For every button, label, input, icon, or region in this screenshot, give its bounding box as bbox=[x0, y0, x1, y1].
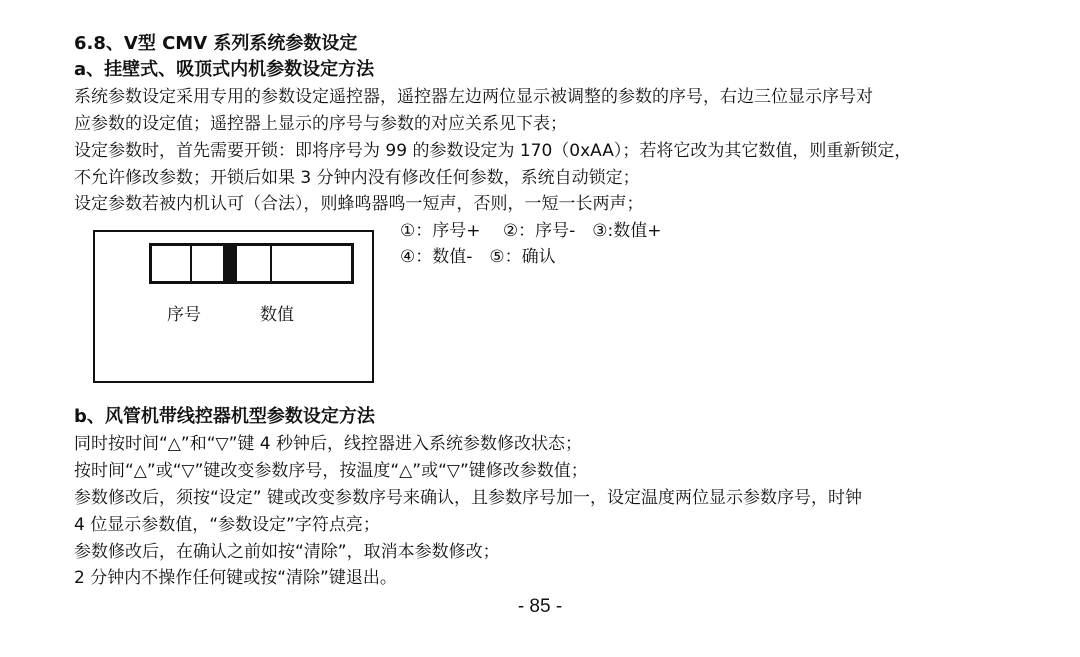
remote-display-diagram bbox=[93, 230, 374, 383]
part-a-title: a、挂壁式、吸顶式内机参数设定方法 bbox=[74, 59, 375, 80]
display-digit bbox=[272, 246, 351, 281]
index-label: 序号 bbox=[167, 305, 201, 325]
section-title: 6.8、V型 CMV 系列系统参数设定 bbox=[74, 33, 358, 54]
display-digit bbox=[192, 246, 225, 281]
part-b-line-2: 按时间“△”或“▽”键改变参数序号，按温度“△”或“▽”键修改参数值； bbox=[74, 461, 588, 481]
segment-display bbox=[149, 243, 354, 284]
part-b-line-5: 参数修改后，在确认之前如按“清除”，取消本参数修改； bbox=[74, 542, 500, 562]
display-digit bbox=[237, 246, 272, 281]
key-legend-line-2: ④：数值- ⑤：确认 bbox=[400, 247, 556, 267]
part-a-line-3: 设定参数时，首先需要开锁：即将序号为 99 的参数设定为 170（0xAA）；若将它改为其它数值，则重新锁定， bbox=[74, 141, 912, 161]
part-b-line-1: 同时按时间“△”和“▽”键 4 秒钟后，线控器进入系统参数修改状态； bbox=[74, 434, 582, 454]
part-a-line-1: 系统参数设定采用专用的参数设定遥控器，遥控器左边两位显示被调整的参数的序号，右边三位显示序号对 bbox=[74, 87, 873, 107]
display-separator bbox=[225, 246, 237, 281]
part-b-line-4: 4 位显示参数值，“参数设定”字符点亮； bbox=[74, 515, 380, 535]
part-b-line-6: 2 分钟内不操作任何键或按“清除”键退出。 bbox=[74, 568, 397, 588]
part-b-title: b、风管机带线控器机型参数设定方法 bbox=[74, 406, 375, 427]
page-number: - 85 - bbox=[517, 596, 563, 617]
display-digit bbox=[152, 246, 192, 281]
part-a-line-2: 应参数的设定值；遥控器上显示的序号与参数的对应关系见下表； bbox=[74, 114, 567, 134]
part-a-line-5: 设定参数若被内机认可（合法），则蜂鸣器鸣一短声，否则，一短一长两声； bbox=[74, 194, 644, 214]
key-legend-line-1: ①：序号+ ②：序号- ③:数值+ bbox=[400, 221, 662, 241]
part-b-line-3: 参数修改后，须按“设定” 键或改变参数序号来确认，且参数序号加一，设定温度两位显示参数序号，时钟 bbox=[74, 488, 863, 508]
value-label: 数值 bbox=[260, 305, 294, 325]
part-a-line-4: 不允许修改参数；开锁后如果 3 分钟内没有修改任何参数，系统自动锁定； bbox=[74, 168, 640, 188]
